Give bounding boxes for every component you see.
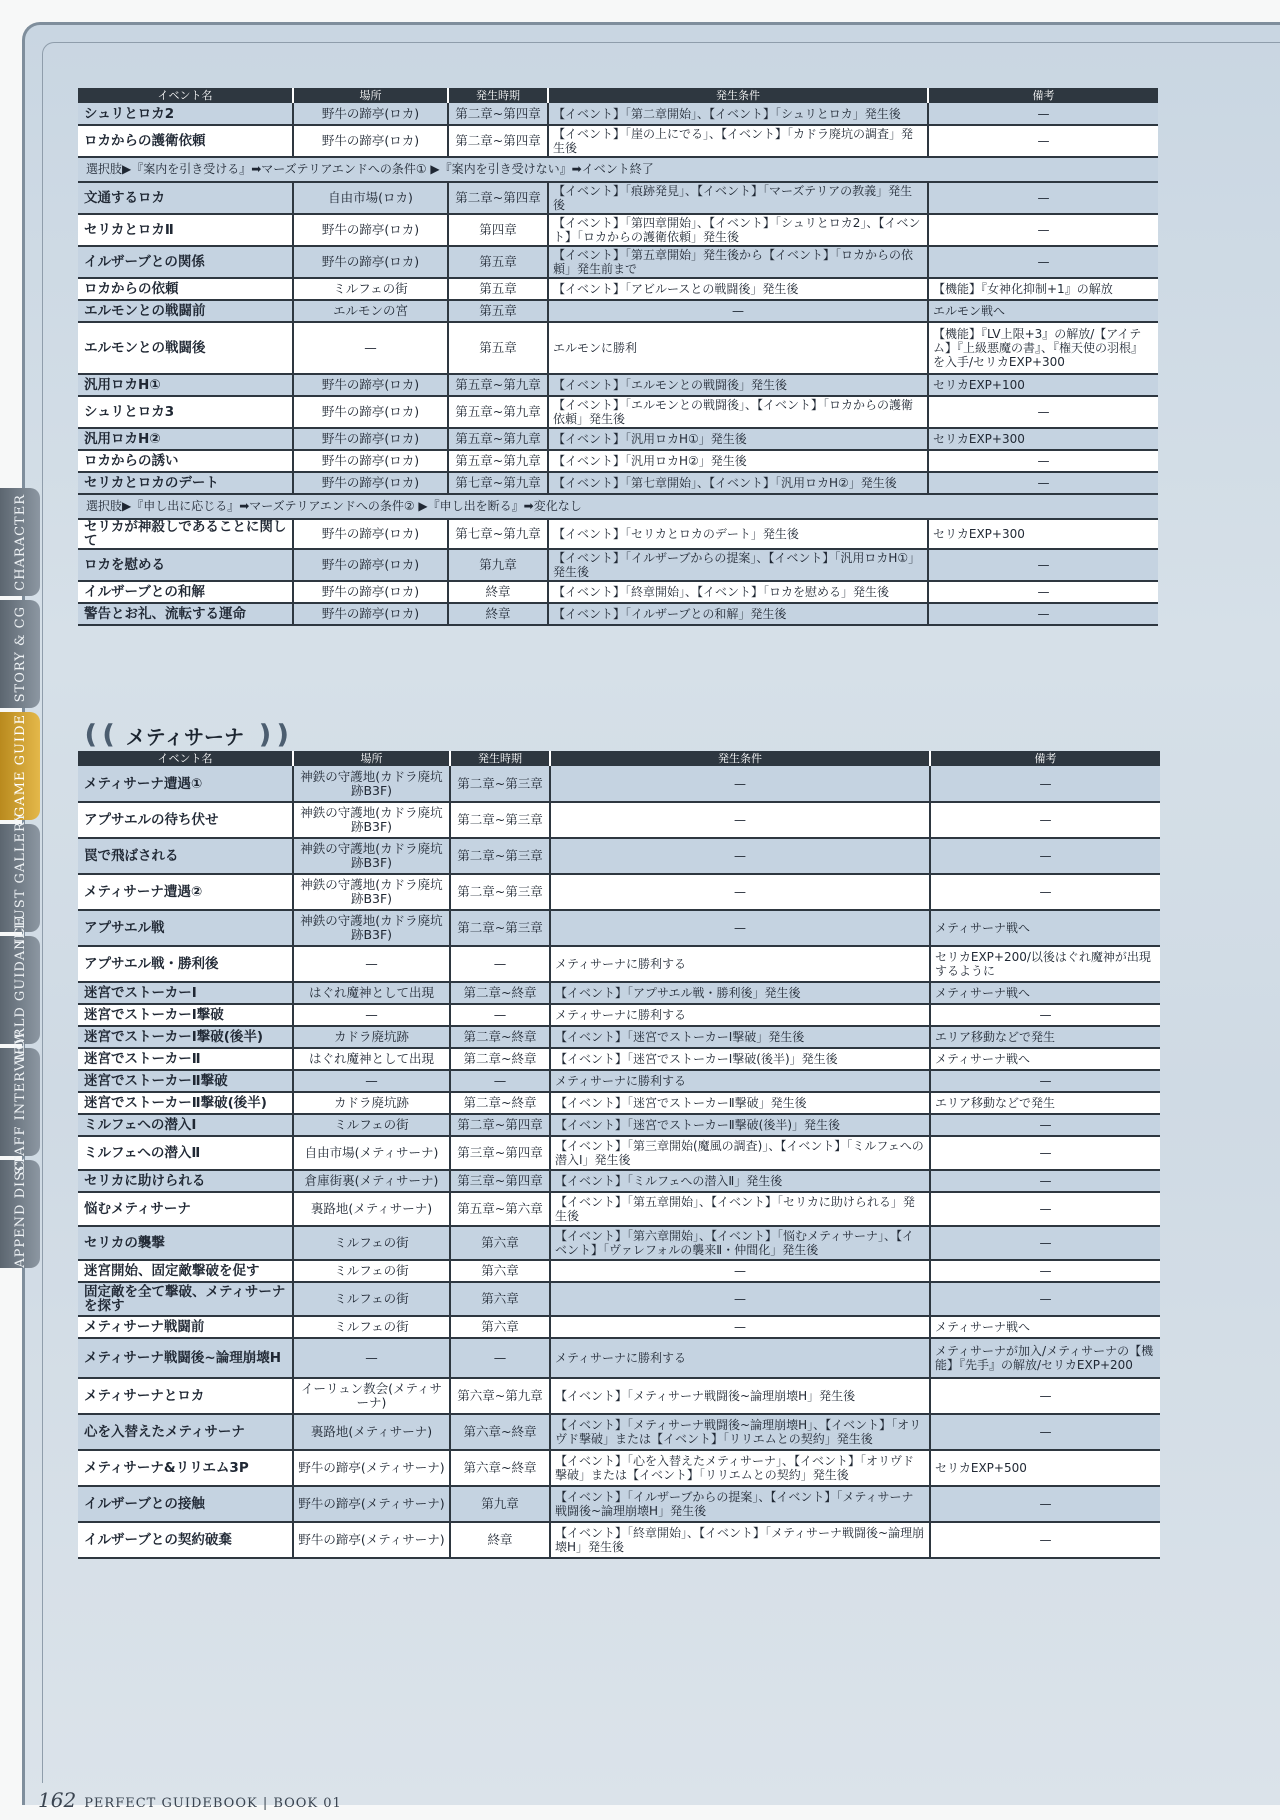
side-tab-staff-interview[interactable] xyxy=(0,1029,40,1175)
note-cell: メティサーナ戦へ xyxy=(930,1316,1160,1338)
place-cell: 野牛の蹄亭(メティサーナ) xyxy=(293,1522,450,1558)
side-tab-label: CHARACTER xyxy=(12,493,28,591)
note-cell: — xyxy=(930,1170,1160,1192)
place-cell: 神鉄の守護地(カドラ廃坑跡B3F) xyxy=(293,766,450,802)
note-cell: セリカEXP+100 xyxy=(928,374,1158,396)
period-cell: 第二章~終章 xyxy=(450,982,550,1004)
table-row xyxy=(78,396,1158,428)
condition-cell: — xyxy=(550,910,930,946)
place-cell: ミルフェの街 xyxy=(293,1316,450,1338)
condition-cell: — xyxy=(550,1282,930,1316)
place-cell: 野牛の蹄亭(ロカ) xyxy=(293,581,448,603)
condition-cell: 【イベント】「迷宮でストーカーⅠ撃破(後半)」発生後 xyxy=(550,1048,930,1070)
condition-cell: 【イベント】「アビルースとの戦闘後」発生後 xyxy=(548,278,928,300)
place-cell: 野牛の蹄亭(ロカ) xyxy=(293,214,448,246)
metisana-event-table xyxy=(78,751,1160,1559)
table-row xyxy=(78,1378,1160,1414)
event-name: セリカとロカのデート xyxy=(78,472,293,494)
period-cell: — xyxy=(450,1004,550,1026)
place-cell: カドラ廃坑跡 xyxy=(293,1026,450,1048)
table-row xyxy=(78,1004,1160,1026)
table-row xyxy=(78,549,1158,581)
place-cell: ミルフェの街 xyxy=(293,1282,450,1316)
period-cell: 第五章 xyxy=(448,246,548,278)
place-cell: 野牛の蹄亭(ロカ) xyxy=(293,450,448,472)
event-name: ロカからの依頼 xyxy=(78,278,293,300)
place-cell: 野牛の蹄亭(ロカ) xyxy=(293,374,448,396)
period-cell: 第二章~第四章 xyxy=(448,182,548,214)
note-cell: — xyxy=(928,549,1158,581)
event-name: イルザーブとの接触 xyxy=(78,1486,293,1522)
period-cell: 第六章 xyxy=(450,1282,550,1316)
period-cell: 第九章 xyxy=(450,1486,550,1522)
note-cell: — xyxy=(930,1226,1160,1260)
period-cell: 第二章~終章 xyxy=(450,1026,550,1048)
note-cell: — xyxy=(928,450,1158,472)
condition-cell: 【イベント】「第二章開始」、【イベント】「シュリとロカ」発生後 xyxy=(548,103,928,125)
event-name: シュリとロカ3 xyxy=(78,396,293,428)
condition-cell: 【イベント】「イルザーブからの提案」、【イベント】「汎用ロカH①」発生後 xyxy=(548,549,928,581)
place-cell: エルモンの宮 xyxy=(293,300,448,322)
condition-cell: 【イベント】「エルモンとの戦闘後」発生後 xyxy=(548,374,928,396)
condition-cell: — xyxy=(548,300,928,322)
period-cell: 第三章~第四章 xyxy=(450,1170,550,1192)
event-name: メティサーナ戦闘前 xyxy=(78,1316,293,1338)
note-cell: — xyxy=(928,125,1158,157)
condition-cell: 【イベント】「第五章開始」、【イベント】「セリカに助けられる」発生後 xyxy=(550,1192,930,1226)
table-row xyxy=(78,182,1158,214)
note-cell: — xyxy=(930,766,1160,802)
event-name: 罠で飛ばされる xyxy=(78,838,293,874)
note-cell: メティサーナが加入/メティサーナの【機能】『先手』の解放/セリカEXP+200 xyxy=(930,1338,1160,1378)
period-cell: 第六章 xyxy=(450,1316,550,1338)
period-cell: 第二章~第三章 xyxy=(450,874,550,910)
event-name: アプサエル戦 xyxy=(78,910,293,946)
table-row xyxy=(78,581,1158,603)
note-cell: — xyxy=(930,1282,1160,1316)
event-name: メティサーナ&リリエム3P xyxy=(78,1450,293,1486)
event-name: エルモンとの戦闘後 xyxy=(78,322,293,374)
note-cell: — xyxy=(928,246,1158,278)
note-cell: エルモン戦へ xyxy=(928,300,1158,322)
page-number: 162 xyxy=(38,1788,77,1812)
condition-cell: 【イベント】「イルザーブからの提案」、【イベント】「メティサーナ戦闘後~論理崩壊H」発生後 xyxy=(550,1486,930,1522)
note-cell: — xyxy=(930,1136,1160,1170)
side-tab-append-disc[interactable] xyxy=(0,1160,40,1268)
note-cell: メティサーナ戦へ xyxy=(930,1048,1160,1070)
place-cell: 倉庫街裏(メティサーナ) xyxy=(293,1170,450,1192)
roka-event-table xyxy=(78,88,1158,626)
table-row xyxy=(78,1226,1160,1260)
period-cell: 第二章~第三章 xyxy=(450,838,550,874)
place-cell: イーリュン教会(メティサーナ) xyxy=(293,1378,450,1414)
place-cell: 野牛の蹄亭(ロカ) xyxy=(293,125,448,157)
condition-cell: エルモンに勝利 xyxy=(548,322,928,374)
event-name: ロカを慰める xyxy=(78,549,293,581)
condition-cell: 【イベント】「崖の上にでる」、【イベント】「カドラ廃坑の調査」発生後 xyxy=(548,125,928,157)
note-cell: — xyxy=(928,603,1158,625)
place-cell: はぐれ魔神として出現 xyxy=(293,982,450,1004)
side-tab-index xyxy=(0,488,40,1272)
condition-cell: 【イベント】「第四章開始」、【イベント】「シュリとロカ2」、【イベント】「ロカからの護衛依頼」発生後 xyxy=(548,214,928,246)
table-row xyxy=(78,103,1158,125)
table-header-row xyxy=(78,88,1158,103)
period-cell: 第二章~第三章 xyxy=(450,910,550,946)
condition-cell: メティサーナに勝利する xyxy=(550,1070,930,1092)
event-name: セリカに助けられる xyxy=(78,1170,293,1192)
choice-row xyxy=(78,494,1158,519)
note-cell: — xyxy=(928,581,1158,603)
table-row xyxy=(78,246,1158,278)
column-header: イベント名 xyxy=(78,88,293,103)
condition-cell: 【イベント】「メティサーナ戦闘後~論理崩壊H」発生後 xyxy=(550,1378,930,1414)
section-heading xyxy=(80,720,290,750)
event-name: エルモンとの戦闘前 xyxy=(78,300,293,322)
period-cell: 第五章 xyxy=(448,322,548,374)
table-row xyxy=(78,1070,1160,1092)
event-name: イルザーブとの和解 xyxy=(78,581,293,603)
period-cell: 第六章~終章 xyxy=(450,1450,550,1486)
place-cell: — xyxy=(293,322,448,374)
period-cell: 第六章 xyxy=(450,1226,550,1260)
event-name: セリカとロカⅡ xyxy=(78,214,293,246)
table-row xyxy=(78,910,1160,946)
condition-cell: — xyxy=(550,766,930,802)
note-cell: — xyxy=(930,874,1160,910)
place-cell: 野牛の蹄亭(ロカ) xyxy=(293,603,448,625)
condition-cell: 【イベント】「イルザーブとの和解」発生後 xyxy=(548,603,928,625)
note-cell: — xyxy=(930,1486,1160,1522)
condition-cell: — xyxy=(550,874,930,910)
side-tab-character[interactable] xyxy=(0,488,40,596)
place-cell: はぐれ魔神として出現 xyxy=(293,1048,450,1070)
table-row xyxy=(78,1026,1160,1048)
place-cell: 神鉄の守護地(カドラ廃坑跡B3F) xyxy=(293,874,450,910)
condition-cell: 【イベント】「アプサエル戦・勝利後」発生後 xyxy=(550,982,930,1004)
place-cell: 野牛の蹄亭(ロカ) xyxy=(293,103,448,125)
note-cell: — xyxy=(930,838,1160,874)
event-name: 汎用ロカH① xyxy=(78,374,293,396)
place-cell: 裏路地(メティサーナ) xyxy=(293,1414,450,1450)
period-cell: 第五章~第九章 xyxy=(448,374,548,396)
note-cell: — xyxy=(930,802,1160,838)
note-cell: メティサーナ戦へ xyxy=(930,982,1160,1004)
place-cell: 自由市場(ロカ) xyxy=(293,182,448,214)
column-header: 場所 xyxy=(293,88,448,103)
table-row xyxy=(78,519,1158,549)
condition-cell: — xyxy=(550,802,930,838)
column-header: 発生条件 xyxy=(550,751,930,766)
side-tab-game-guide[interactable] xyxy=(0,712,40,820)
table-header-row xyxy=(78,751,1160,766)
event-name: ロカからの誘い xyxy=(78,450,293,472)
condition-cell: 【イベント】「第三章開始(魔風の調査)」、【イベント】「ミルフェへの潜入Ⅰ」発生後 xyxy=(550,1136,930,1170)
table-row xyxy=(78,428,1158,450)
event-name: ミルフェへの潜入Ⅱ xyxy=(78,1136,293,1170)
event-name: シュリとロカ2 xyxy=(78,103,293,125)
event-name: 迷宮でストーカーⅠ撃破(後半) xyxy=(78,1026,293,1048)
event-name: 迷宮でストーカーⅡ撃破 xyxy=(78,1070,293,1092)
event-name: 心を入替えたメティサーナ xyxy=(78,1414,293,1450)
condition-cell: 【イベント】「終章開始」、【イベント】「ロカを慰める」発生後 xyxy=(548,581,928,603)
period-cell: — xyxy=(450,1338,550,1378)
side-tab-label: GAME GUIDE xyxy=(12,714,28,818)
event-name: メティサーナ遭遇① xyxy=(78,766,293,802)
place-cell: — xyxy=(293,1004,450,1026)
place-cell: ミルフェの街 xyxy=(293,1114,450,1136)
place-cell: 野牛の蹄亭(ロカ) xyxy=(293,396,448,428)
period-cell: 第三章~第四章 xyxy=(450,1136,550,1170)
column-header: 発生時期 xyxy=(450,751,550,766)
event-name: アプサエルの待ち伏せ xyxy=(78,802,293,838)
table-row xyxy=(78,1338,1160,1378)
side-tab-label: STORY & CG xyxy=(12,605,28,703)
place-cell: カドラ廃坑跡 xyxy=(293,1092,450,1114)
note-cell: エリア移動などで発生 xyxy=(930,1092,1160,1114)
period-cell: 第二章~第四章 xyxy=(448,103,548,125)
place-cell: 野牛の蹄亭(ロカ) xyxy=(293,549,448,581)
condition-cell: — xyxy=(550,1316,930,1338)
period-cell: 終章 xyxy=(448,581,548,603)
table-row xyxy=(78,125,1158,157)
note-cell: — xyxy=(928,214,1158,246)
event-name: 固定敵を全て撃破、メティサーナを探す xyxy=(78,1282,293,1316)
side-tab-story-cg[interactable] xyxy=(0,600,40,708)
side-tab-label: ILLUST GALLERY xyxy=(12,811,28,945)
column-header: 備考 xyxy=(930,751,1160,766)
period-cell: 第五章 xyxy=(448,278,548,300)
table-row xyxy=(78,802,1160,838)
table-row xyxy=(78,1414,1160,1450)
condition-cell: 【イベント】「迷宮でストーカーⅠ撃破」発生後 xyxy=(550,1026,930,1048)
table-row xyxy=(78,1522,1160,1558)
note-cell: セリカEXP+300 xyxy=(928,519,1158,549)
table-row xyxy=(78,278,1158,300)
table-row xyxy=(78,1450,1160,1486)
place-cell: 神鉄の守護地(カドラ廃坑跡B3F) xyxy=(293,910,450,946)
place-cell: ミルフェの街 xyxy=(293,278,448,300)
period-cell: 第二章~第四章 xyxy=(448,125,548,157)
column-header: 場所 xyxy=(293,751,450,766)
ornament-left-icon: ❪❪ xyxy=(80,720,116,750)
ornament-right-icon: ❫❫ xyxy=(253,720,290,750)
period-cell: 第七章~第九章 xyxy=(448,519,548,549)
event-name: メティサーナ遭遇② xyxy=(78,874,293,910)
table-row xyxy=(78,450,1158,472)
table-row xyxy=(78,1260,1160,1282)
table-row xyxy=(78,1136,1160,1170)
place-cell: 野牛の蹄亭(メティサーナ) xyxy=(293,1450,450,1486)
condition-cell: 【イベント】「セリカとロカのデート」発生後 xyxy=(548,519,928,549)
period-cell: 第二章~第四章 xyxy=(450,1114,550,1136)
table-row xyxy=(78,300,1158,322)
note-cell: エリア移動などで発生 xyxy=(930,1026,1160,1048)
note-cell: メティサーナ戦へ xyxy=(930,910,1160,946)
table-row xyxy=(78,766,1160,802)
period-cell: 第二章~第三章 xyxy=(450,766,550,802)
period-cell: 第六章~第九章 xyxy=(450,1378,550,1414)
table-row xyxy=(78,322,1158,374)
place-cell: ミルフェの街 xyxy=(293,1260,450,1282)
event-name: 汎用ロカH② xyxy=(78,428,293,450)
choice-text: 選択肢▶『申し出に応じる』➡マーズテリアエンドへの条件② ▶『申し出を断る』➡変化なし xyxy=(78,494,1158,519)
note-cell: — xyxy=(930,1004,1160,1026)
note-cell: — xyxy=(930,1522,1160,1558)
note-cell: — xyxy=(928,396,1158,428)
period-cell: 第二章~終章 xyxy=(450,1048,550,1070)
place-cell: 神鉄の守護地(カドラ廃坑跡B3F) xyxy=(293,838,450,874)
condition-cell: 【イベント】「汎用ロカH②」発生後 xyxy=(548,450,928,472)
side-tab-label: APPEND DISC xyxy=(12,1160,28,1268)
note-cell: — xyxy=(930,1114,1160,1136)
condition-cell: 【イベント】「痕跡発見」、【イベント】「マーズテリアの教義」発生後 xyxy=(548,182,928,214)
period-cell: 第五章~第六章 xyxy=(450,1192,550,1226)
place-cell: 野牛の蹄亭(ロカ) xyxy=(293,519,448,549)
condition-cell: メティサーナに勝利する xyxy=(550,1338,930,1378)
condition-cell: メティサーナに勝利する xyxy=(550,946,930,982)
event-name: イルザーブとの関係 xyxy=(78,246,293,278)
condition-cell: 【イベント】「終章開始」、【イベント】「メティサーナ戦闘後~論理崩壊H」発生後 xyxy=(550,1522,930,1558)
column-header: イベント名 xyxy=(78,751,293,766)
event-name: セリカの襲撃 xyxy=(78,1226,293,1260)
event-name: 悩むメティサーナ xyxy=(78,1192,293,1226)
event-name: 文通するロカ xyxy=(78,182,293,214)
column-header: 発生条件 xyxy=(548,88,928,103)
table-row xyxy=(78,1486,1160,1522)
period-cell: 第二章~終章 xyxy=(450,1092,550,1114)
event-name: アプサエル戦・勝利後 xyxy=(78,946,293,982)
place-cell: 野牛の蹄亭(ロカ) xyxy=(293,246,448,278)
table-row xyxy=(78,1192,1160,1226)
table-row xyxy=(78,374,1158,396)
side-tab-world-guidance[interactable] xyxy=(0,915,40,1065)
period-cell: 第四章 xyxy=(448,214,548,246)
period-cell: — xyxy=(450,1070,550,1092)
place-cell: 自由市場(メティサーナ) xyxy=(293,1136,450,1170)
condition-cell: — xyxy=(550,838,930,874)
place-cell: 裏路地(メティサーナ) xyxy=(293,1192,450,1226)
page-footer xyxy=(38,1788,342,1812)
table-row xyxy=(78,946,1160,982)
table-row xyxy=(78,1048,1160,1070)
table-row xyxy=(78,874,1160,910)
table-row xyxy=(78,1316,1160,1338)
event-name: 迷宮でストーカーⅠ撃破 xyxy=(78,1004,293,1026)
note-cell: セリカEXP+300 xyxy=(928,428,1158,450)
event-name: 警告とお礼、流転する運命 xyxy=(78,603,293,625)
note-cell: セリカEXP+500 xyxy=(930,1450,1160,1486)
table-row xyxy=(78,1114,1160,1136)
section-title: メティサーナ xyxy=(125,724,244,749)
table-row xyxy=(78,472,1158,494)
note-cell: — xyxy=(930,1070,1160,1092)
event-name: イルザーブとの契約破棄 xyxy=(78,1522,293,1558)
place-cell: — xyxy=(293,946,450,982)
event-name: ミルフェへの潜入Ⅰ xyxy=(78,1114,293,1136)
note-cell: 【機能】『LV上限+3』の解放/【アイテム】『上級悪魔の書』、『権天使の羽根』を入手/セリカEXP+300 xyxy=(928,322,1158,374)
table-row xyxy=(78,603,1158,625)
place-cell: 野牛の蹄亭(メティサーナ) xyxy=(293,1486,450,1522)
event-name: 迷宮開始、固定敵撃破を促す xyxy=(78,1260,293,1282)
period-cell: 第五章~第九章 xyxy=(448,428,548,450)
side-tab-label: WORLD GUIDANCE xyxy=(12,915,28,1065)
period-cell: 第五章~第九章 xyxy=(448,396,548,428)
table-row xyxy=(78,1092,1160,1114)
event-name: 迷宮でストーカーⅡ xyxy=(78,1048,293,1070)
note-cell: — xyxy=(928,182,1158,214)
note-cell: — xyxy=(928,472,1158,494)
period-cell: 第二章~第三章 xyxy=(450,802,550,838)
event-name: ロカからの護衛依頼 xyxy=(78,125,293,157)
column-header: 発生時期 xyxy=(448,88,548,103)
place-cell: — xyxy=(293,1070,450,1092)
table-row xyxy=(78,1282,1160,1316)
place-cell: ミルフェの街 xyxy=(293,1226,450,1260)
note-cell: — xyxy=(930,1414,1160,1450)
note-cell: 【機能】『女神化抑制+1』の解放 xyxy=(928,278,1158,300)
condition-cell: 【イベント】「第七章開始」、【イベント】「汎用ロカH②」発生後 xyxy=(548,472,928,494)
condition-cell: 【イベント】「迷宮でストーカーⅡ撃破(後半)」発生後 xyxy=(550,1114,930,1136)
period-cell: 終章 xyxy=(448,603,548,625)
condition-cell: — xyxy=(550,1260,930,1282)
place-cell: — xyxy=(293,1338,450,1378)
choice-text: 選択肢▶『案内を引き受ける』➡マーズテリアエンドへの条件① ▶『案内を引き受けない』➡イベント終了 xyxy=(78,157,1158,182)
condition-cell: メティサーナに勝利する xyxy=(550,1004,930,1026)
table-row xyxy=(78,838,1160,874)
period-cell: — xyxy=(450,946,550,982)
period-cell: 終章 xyxy=(450,1522,550,1558)
period-cell: 第六章~終章 xyxy=(450,1414,550,1450)
condition-cell: 【イベント】「メティサーナ戦闘後~論理崩壊H」、【イベント】「オリヴド撃破」または【イベント】「リリエムとの契約」発生後 xyxy=(550,1414,930,1450)
place-cell: 神鉄の守護地(カドラ廃坑跡B3F) xyxy=(293,802,450,838)
note-cell: — xyxy=(928,103,1158,125)
condition-cell: 【イベント】「第五章開始」発生後から【イベント】「ロカからの依頼」発生前まで xyxy=(548,246,928,278)
place-cell: 野牛の蹄亭(ロカ) xyxy=(293,472,448,494)
event-name: セリカが神殺しであることに関して xyxy=(78,519,293,549)
period-cell: 第七章~第九章 xyxy=(448,472,548,494)
period-cell: 第五章~第九章 xyxy=(448,450,548,472)
period-cell: 第六章 xyxy=(450,1260,550,1282)
event-name: 迷宮でストーカーⅡ撃破(後半) xyxy=(78,1092,293,1114)
event-name: メティサーナとロカ xyxy=(78,1378,293,1414)
note-cell: — xyxy=(930,1378,1160,1414)
period-cell: 第五章 xyxy=(448,300,548,322)
table-row xyxy=(78,214,1158,246)
footer-title: PERFECT GUIDEBOOK | BOOK 01 xyxy=(84,1796,342,1811)
condition-cell: 【イベント】「第六章開始」、【イベント】「悩むメティサーナ」、【イベント】「ヴァレフォルの襲来Ⅱ・仲間化」発生後 xyxy=(550,1226,930,1260)
choice-row xyxy=(78,157,1158,182)
column-header: 備考 xyxy=(928,88,1158,103)
condition-cell: 【イベント】「ミルフェへの潜入Ⅱ」発生後 xyxy=(550,1170,930,1192)
event-name: メティサーナ戦闘後~論理崩壊H xyxy=(78,1338,293,1378)
table-row xyxy=(78,982,1160,1004)
place-cell: 野牛の蹄亭(ロカ) xyxy=(293,428,448,450)
condition-cell: 【イベント】「心を入替えたメティサーナ」、【イベント】「オリヴド撃破」または【イベント】「リリエムとの契約」発生後 xyxy=(550,1450,930,1486)
condition-cell: 【イベント】「エルモンとの戦闘後」、【イベント】「ロカからの護衛依頼」発生後 xyxy=(548,396,928,428)
period-cell: 第九章 xyxy=(448,549,548,581)
note-cell: — xyxy=(930,1260,1160,1282)
condition-cell: 【イベント】「迷宮でストーカーⅡ撃破」発生後 xyxy=(550,1092,930,1114)
condition-cell: 【イベント】「汎用ロカH①」発生後 xyxy=(548,428,928,450)
table-row xyxy=(78,1170,1160,1192)
side-tab-label: STAFF INTERVIEW xyxy=(12,1029,28,1175)
note-cell: — xyxy=(930,1192,1160,1226)
note-cell: セリカEXP+200/以後はぐれ魔神が出現するように xyxy=(930,946,1160,982)
event-name: 迷宮でストーカーⅠ xyxy=(78,982,293,1004)
